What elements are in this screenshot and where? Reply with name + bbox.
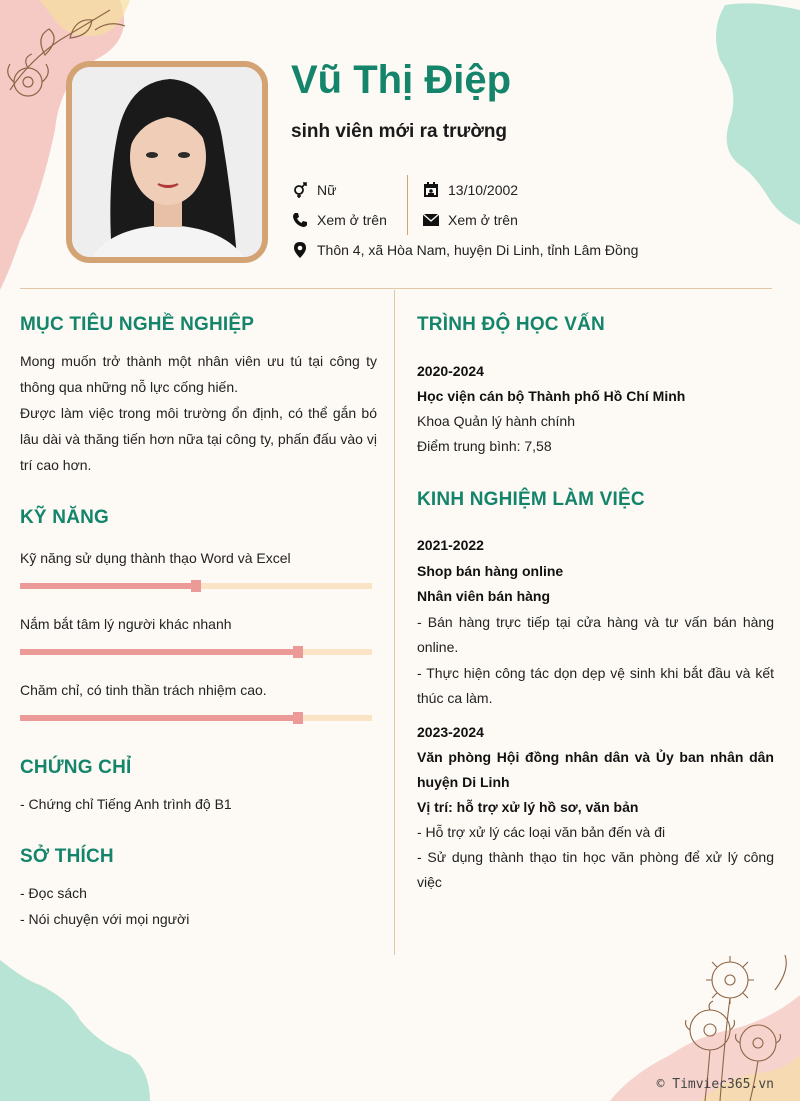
certificates-list	[20, 791, 377, 817]
address-info	[291, 242, 638, 258]
objective-line: Mong muốn trở thành một nhân viên ưu tú tại công ty thông qua những nỗ lực cống hiến.	[20, 353, 377, 395]
skill-bar-knob	[293, 646, 303, 658]
hobbies-list	[20, 880, 377, 932]
email-value: Xem ở trên	[448, 212, 518, 228]
location-pin-icon	[291, 242, 309, 258]
birthdate-value: 13/10/2002	[448, 182, 519, 198]
birthdate-info	[422, 182, 518, 198]
job-period: 2021-2022	[417, 537, 484, 553]
skill-label: Chăm chỉ, có tinh thần trách nhiệm cao.	[20, 682, 267, 698]
certificates-heading: CHỨNG CHỈ	[20, 757, 132, 778]
skill-bar	[20, 649, 372, 655]
top-right-watercolor-decoration	[700, 0, 800, 240]
job-company: Shop bán hàng online	[417, 562, 564, 579]
bottom-left-watercolor-decoration	[0, 960, 160, 1101]
education-period: 2020-2024	[417, 363, 484, 379]
address-value: Thôn 4, xã Hòa Nam, huyện Di Linh, tỉnh Lâm Đồng	[317, 242, 639, 258]
skill-bar-fill	[20, 715, 298, 721]
skill-bar	[20, 583, 372, 589]
phone-icon	[291, 212, 309, 228]
skill-bar-fill	[20, 583, 196, 589]
candidate-title: sinh viên mới ra trường	[291, 121, 508, 142]
hobby-item: - Đọc sách	[20, 885, 87, 901]
candidate-name: Vũ Thị Điệp	[291, 58, 511, 102]
objective-line: Được làm việc trong môi trường ổn định, có thể gắn bó lâu dài và thăng tiến hơn nữa tại công ty, phấn đấu vào vị trí cao hơn.	[20, 405, 377, 473]
portrait-image	[72, 67, 262, 257]
header-divider	[20, 288, 772, 289]
phone-value: Xem ở trên	[317, 212, 387, 228]
experience-job-1	[417, 533, 774, 712]
experience-job-2	[417, 720, 774, 895]
gender-icon	[291, 182, 309, 198]
job-detail: - Sử dụng thành thạo tin học văn phòng để xử lý công việc	[417, 849, 774, 890]
education-school: Học viện cán bộ Thành phố Hồ Chí Minh	[417, 388, 686, 404]
hobby-item: - Nói chuyện với mọi người	[20, 911, 190, 927]
skill-label: Nắm bắt tâm lý người khác nhanh	[20, 616, 232, 632]
skill-label: Kỹ năng sử dụng thành thạo Word và Excel	[20, 550, 291, 566]
certificate-item: - Chứng chỉ Tiếng Anh trình độ B1	[20, 796, 232, 812]
gender-info	[291, 182, 336, 198]
hobbies-heading: SỞ THÍCH	[20, 846, 114, 867]
phone-info	[291, 212, 387, 228]
skill-bar-fill	[20, 649, 298, 655]
calendar-icon	[422, 182, 440, 198]
info-divider	[407, 175, 408, 235]
skill-bar-knob	[191, 580, 201, 592]
job-company: Văn phòng Hội đồng nhân dân và Ủy ban nhân dân huyện Di Linh	[417, 749, 774, 790]
envelope-icon	[422, 212, 440, 228]
job-detail: - Thực hiện công tác dọn dẹp vệ sinh khi bắt đầu và kết thúc ca làm.	[417, 664, 774, 706]
job-period: 2023-2024	[417, 724, 484, 740]
education-heading: TRÌNH ĐỘ HỌC VẤN	[417, 314, 605, 335]
job-position: Vị trí: hỗ trợ xử lý hồ sơ, văn bản	[417, 799, 639, 815]
job-detail: - Hỗ trợ xử lý các loại văn bản đến và đi	[417, 824, 666, 840]
skill-bar-knob	[293, 712, 303, 724]
objective-text	[20, 348, 377, 478]
experience-heading: KINH NGHIỆM LÀM VIỆC	[417, 489, 645, 510]
copyright-footer: © Timviec365.vn	[656, 1077, 774, 1092]
objective-heading: MỤC TIÊU NGHỀ NGHIỆP	[20, 314, 255, 335]
column-divider	[394, 290, 395, 955]
skills-heading: KỸ NĂNG	[20, 507, 110, 528]
job-position: Nhân viên bán hàng	[417, 588, 551, 604]
email-info	[422, 212, 518, 228]
education-block	[417, 359, 774, 459]
profile-photo	[66, 61, 268, 263]
job-detail: - Bán hàng trực tiếp tại cửa hàng và tư vấn bán hàng online.	[417, 613, 774, 655]
education-gpa: Điểm trung bình: 7,58	[417, 438, 552, 454]
education-major: Khoa Quản lý hành chính	[417, 413, 576, 429]
skill-bar	[20, 715, 372, 721]
gender-value: Nữ	[317, 182, 337, 198]
